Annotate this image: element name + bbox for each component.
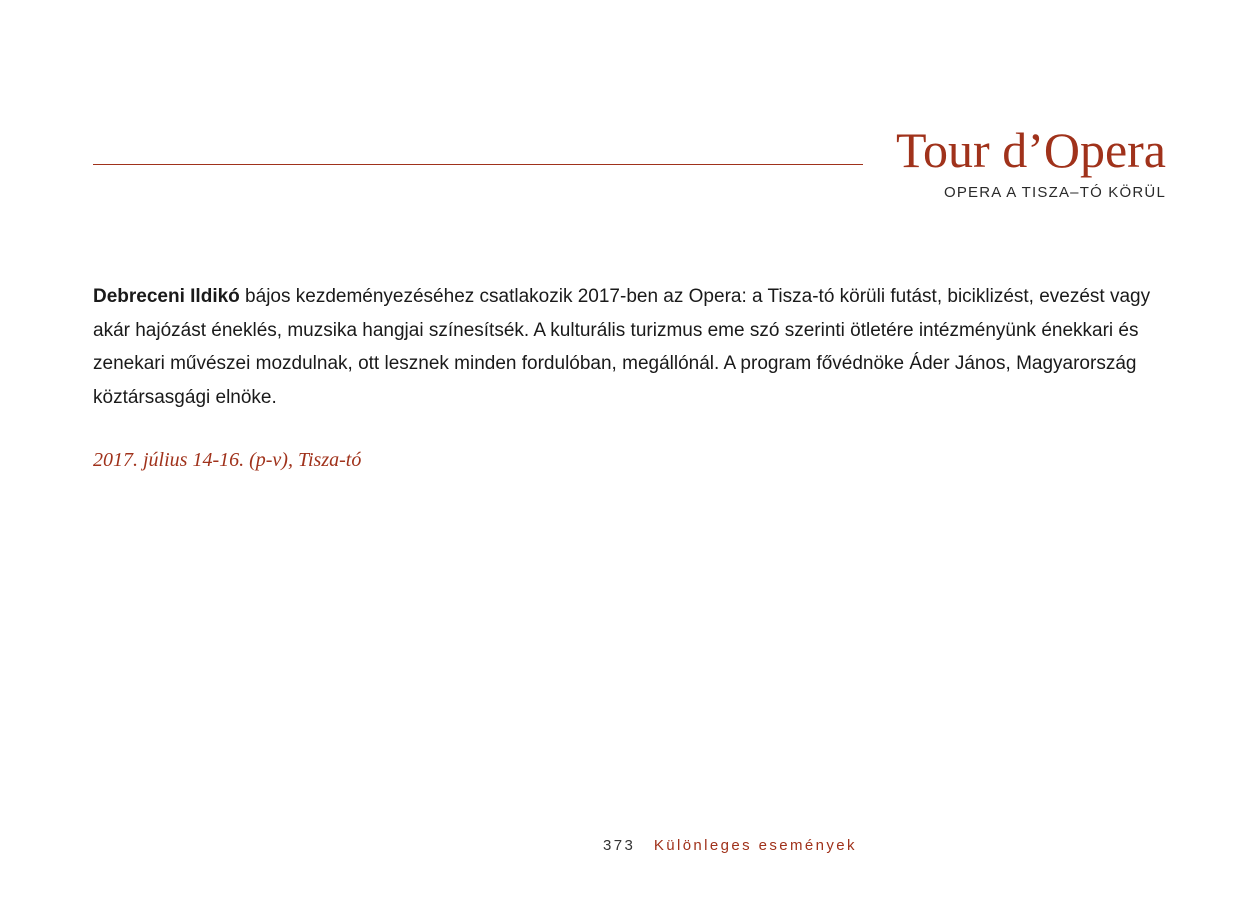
page-footer: [603, 837, 857, 854]
page-title: Tour d’Opera: [896, 122, 1166, 178]
event-date-location: 2017. július 14-16. (p-v), Tisza-tó: [93, 449, 362, 471]
header-rule: [93, 164, 863, 165]
page-subtitle: OPERA A TISZA–TÓ KÖRÜL: [943, 184, 1166, 201]
person-name: Debreceni Ildikó: [93, 286, 240, 307]
page-number: 373: [603, 837, 636, 854]
section-name: Különleges események: [653, 837, 857, 854]
article-body: [93, 280, 1163, 414]
article-text: bájos kezdeményezéséhez csatlakozik 2017-ben az Opera: a Tisza-tó körüli futást, biciklizést, evezést vagy akár hajózást éneklés, muzsika hangjai színesítsék. A kulturális turizmus eme szó szerinti ötletére intézményünk énekkari és zenekari művészei mozdulnak, ott lesznek minden fordulóban, megállónál. A program fővédnöke Áder János, Magyarország köztársasgági elnöke.: [93, 286, 1151, 408]
